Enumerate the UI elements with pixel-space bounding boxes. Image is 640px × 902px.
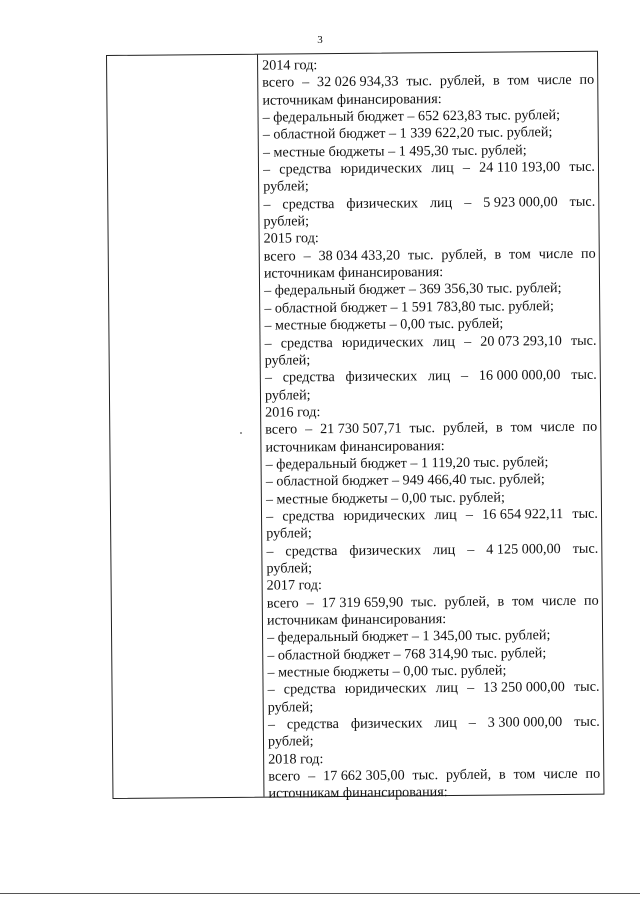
total-line-word: в bbox=[494, 246, 502, 263]
total-line-word: числе bbox=[543, 766, 578, 783]
legal-entities-line bbox=[266, 506, 598, 526]
regional-budget-line: – областной бюджет – 949 466,40 тыс. рублей; bbox=[265, 471, 545, 490]
legal-entities-line-word: 16 654 922,11 bbox=[482, 505, 564, 523]
legal-entities-line-word: средства bbox=[279, 161, 332, 178]
individuals-line-word: лиц bbox=[427, 368, 451, 385]
total-line-word: 32 026 934,33 bbox=[316, 73, 399, 91]
total-line-word: тыс. bbox=[406, 73, 433, 90]
total-line-word: – bbox=[305, 421, 313, 438]
total-line-word: тыс. bbox=[407, 246, 434, 264]
total-line bbox=[268, 766, 600, 786]
total-line-word: 38 034 433,20 bbox=[318, 247, 401, 264]
total-line-word: 17 319 659,90 bbox=[321, 594, 404, 611]
legal-entities-line-word: – bbox=[267, 681, 275, 698]
total-line-word: числе bbox=[538, 245, 574, 263]
year-heading: 2018 год: bbox=[268, 750, 324, 768]
total-line-word: числе bbox=[537, 72, 572, 89]
legal-entities-line-word: юридических bbox=[340, 160, 423, 178]
total-line-word: 21 730 507,71 bbox=[319, 420, 402, 438]
year-heading: 2015 год: bbox=[263, 230, 319, 248]
total-line-word: том bbox=[508, 246, 531, 263]
year-heading: 2016 год: bbox=[265, 404, 321, 421]
total-line-word: числе bbox=[541, 592, 577, 609]
total-line-word: по bbox=[580, 245, 596, 262]
individuals-line-word: физических bbox=[346, 195, 419, 212]
individuals-line-word: лиц bbox=[434, 715, 457, 732]
individuals-line-word: средства bbox=[282, 369, 335, 386]
legal-entities-line-word: тыс. bbox=[570, 332, 597, 349]
total-line-word: том bbox=[511, 592, 534, 610]
individuals-line-word: – bbox=[264, 369, 272, 386]
individuals-line-word: средства bbox=[282, 195, 335, 213]
year-heading: 2014 год: bbox=[262, 57, 318, 74]
legal-entities-line-word: – bbox=[262, 161, 271, 178]
page-number: 3 bbox=[317, 34, 323, 46]
total-line-word: тыс. bbox=[412, 767, 439, 784]
legal-entities-line-word: лиц bbox=[435, 680, 459, 697]
individuals-line bbox=[265, 367, 597, 387]
legal-entities-line-end: рублей; bbox=[263, 178, 309, 196]
total-line-word: в bbox=[498, 766, 506, 783]
legal-entities-line-word: юридических bbox=[343, 507, 426, 524]
scan-speck bbox=[240, 432, 242, 434]
sources-line: источникам финансирования: bbox=[266, 611, 447, 629]
local-budget-line: – местные бюджеты – 0,00 тыс. рублей; bbox=[267, 662, 507, 681]
legal-entities-line-word: лиц bbox=[432, 333, 456, 350]
individuals-line-end: рублей; bbox=[263, 213, 310, 230]
legal-entities-line-word: 24 110 193,00 bbox=[479, 159, 561, 176]
individuals-line-word: лиц bbox=[429, 194, 453, 211]
individuals-line-word: физических bbox=[350, 715, 423, 732]
total-line-word: том bbox=[513, 766, 536, 783]
individuals-line-word: средства bbox=[286, 716, 339, 733]
total-line-word: 17 662 305,00 bbox=[322, 767, 405, 785]
total-line-word: всего bbox=[265, 421, 298, 438]
total-line bbox=[265, 419, 597, 439]
individuals-line-word: тыс. bbox=[569, 193, 596, 210]
total-line-word: всего bbox=[268, 768, 301, 785]
individuals-line-end: рублей; bbox=[267, 733, 314, 751]
federal-budget-line: – федеральный бюджет – 369 356,30 тыс. рублей; bbox=[263, 280, 562, 300]
legal-entities-line bbox=[267, 679, 599, 699]
individuals-line bbox=[263, 193, 595, 213]
total-line-word: в bbox=[497, 593, 505, 610]
total-line-word: рублей, bbox=[442, 419, 489, 437]
total-line-word: рублей, bbox=[439, 73, 486, 90]
legal-entities-line-word: – bbox=[467, 680, 475, 697]
total-line bbox=[262, 72, 594, 92]
legal-entities-line-end: рублей; bbox=[266, 525, 312, 542]
total-line-word: по bbox=[582, 418, 598, 436]
legal-entities-line-word: лиц bbox=[434, 506, 457, 524]
sources-line: источникам финансирования: bbox=[268, 784, 448, 803]
legal-entities-line-word: – bbox=[264, 335, 272, 352]
individuals-line-end: рублей; bbox=[266, 560, 313, 577]
local-budget-line: – местные бюджеты – 0,00 тыс. рублей; bbox=[265, 489, 505, 508]
federal-budget-line: – федеральный бюджет – 652 623,83 тыс. рублей; bbox=[262, 107, 561, 126]
legal-entities-line-word: – bbox=[465, 506, 474, 523]
total-line-word: рублей, bbox=[444, 593, 490, 610]
total-line-word: – bbox=[306, 594, 314, 611]
financing-cell bbox=[262, 55, 600, 804]
total-line-word: – bbox=[308, 768, 316, 785]
individuals-line-word: – bbox=[266, 543, 274, 560]
individuals-line-word: физических bbox=[349, 541, 422, 559]
individuals-line-word: 5 923 000,00 bbox=[483, 193, 558, 211]
individuals-line-word: 16 000 000,00 bbox=[478, 367, 561, 384]
total-line-word: в bbox=[492, 72, 500, 89]
legal-entities-line-word: юридических bbox=[344, 680, 427, 698]
legal-entities-line-word: – bbox=[463, 333, 472, 350]
individuals-line-word: лиц bbox=[432, 541, 456, 558]
total-line-word: по bbox=[583, 592, 599, 609]
individuals-line-word: тыс. bbox=[572, 540, 599, 557]
legal-entities-line-word: тыс. bbox=[573, 679, 600, 696]
legal-entities-line bbox=[264, 332, 596, 352]
legal-entities-line-end: рублей; bbox=[267, 698, 314, 716]
regional-budget-line: – областной бюджет – 1 339 622,20 тыс. рублей; bbox=[262, 124, 553, 144]
legal-entities-line-word: тыс. bbox=[572, 505, 599, 522]
individuals-line bbox=[268, 714, 600, 734]
legal-entities-line-end: рублей; bbox=[264, 352, 311, 369]
total-line-word: – bbox=[301, 74, 310, 91]
total-line-word: тыс. bbox=[409, 420, 436, 437]
individuals-line-word: 4 125 000,00 bbox=[486, 540, 561, 558]
individuals-line-word: – bbox=[467, 541, 475, 558]
total-line-word: том bbox=[510, 419, 533, 436]
total-line-word: всего bbox=[263, 248, 296, 265]
legal-entities-line-word: лиц bbox=[431, 160, 454, 177]
total-line-word: всего bbox=[262, 74, 295, 91]
sources-line: источникам финансирования: bbox=[262, 90, 442, 109]
financing-table bbox=[106, 51, 604, 803]
total-line-word: числе bbox=[540, 419, 575, 436]
legal-entities-line-word: – bbox=[265, 508, 274, 525]
individuals-line-word: – bbox=[267, 716, 276, 733]
total-line-word: всего bbox=[266, 594, 299, 612]
federal-budget-line: – федеральный бюджет – 1 345,00 тыс. рублей; bbox=[267, 627, 551, 646]
individuals-line-word: 3 300 000,00 bbox=[487, 714, 563, 731]
sources-line: источникам финансирования: bbox=[265, 437, 445, 456]
total-line bbox=[267, 592, 599, 612]
legal-entities-line-word: средства bbox=[280, 334, 333, 351]
individuals-line-word: физических bbox=[345, 368, 418, 386]
regional-budget-line: – областной бюджет – 768 314,90 тыс. рублей; bbox=[267, 644, 547, 664]
legal-entities-line-word: 13 250 000,00 bbox=[483, 679, 565, 697]
total-line-word: рублей, bbox=[441, 246, 487, 263]
individuals-line-word: – bbox=[460, 368, 469, 385]
total-line-word: по bbox=[585, 765, 601, 782]
year-heading: 2017 год: bbox=[266, 577, 322, 594]
legal-entities-line-word: – bbox=[462, 159, 471, 176]
total-line-word: – bbox=[303, 248, 311, 265]
legal-entities-line-word: тыс. bbox=[569, 158, 595, 176]
legal-entities-line-word: средства bbox=[283, 681, 336, 698]
individuals-line-word: – bbox=[468, 714, 476, 731]
federal-budget-line: – федеральный бюджет – 1 119,20 тыс. рублей; bbox=[265, 454, 549, 473]
legal-entities-line-word: средства bbox=[282, 507, 335, 525]
sources-line: источникам финансирования: bbox=[263, 264, 444, 282]
total-line bbox=[264, 246, 596, 266]
bottom-rule bbox=[0, 893, 640, 894]
legal-entities-line-word: юридических bbox=[341, 333, 424, 351]
local-budget-line: – местные бюджеты – 1 495,30 тыс. рублей; bbox=[262, 142, 527, 161]
total-line-word: рублей, bbox=[445, 766, 492, 784]
individuals-line-word: – bbox=[263, 196, 271, 213]
total-line-word: том bbox=[507, 72, 530, 89]
individuals-line-word: тыс. bbox=[571, 366, 597, 384]
legal-entities-line-word: 20 073 293,10 bbox=[480, 332, 562, 350]
local-budget-line: – местные бюджеты – 0,00 тыс. рублей; bbox=[264, 315, 504, 334]
legal-entities-line bbox=[263, 159, 595, 179]
total-line-word: в bbox=[495, 419, 503, 436]
individuals-line-word: средства bbox=[285, 542, 338, 560]
individuals-line-end: рублей; bbox=[264, 386, 311, 404]
individuals-line bbox=[266, 540, 598, 560]
total-line-word: тыс. bbox=[410, 593, 437, 611]
individuals-line-word: – bbox=[464, 194, 472, 211]
regional-budget-line: – областной бюджет – 1 591 783,80 тыс. рублей; bbox=[264, 297, 554, 317]
total-line-word: по bbox=[579, 72, 595, 89]
individuals-line-word: тыс. bbox=[574, 713, 600, 731]
